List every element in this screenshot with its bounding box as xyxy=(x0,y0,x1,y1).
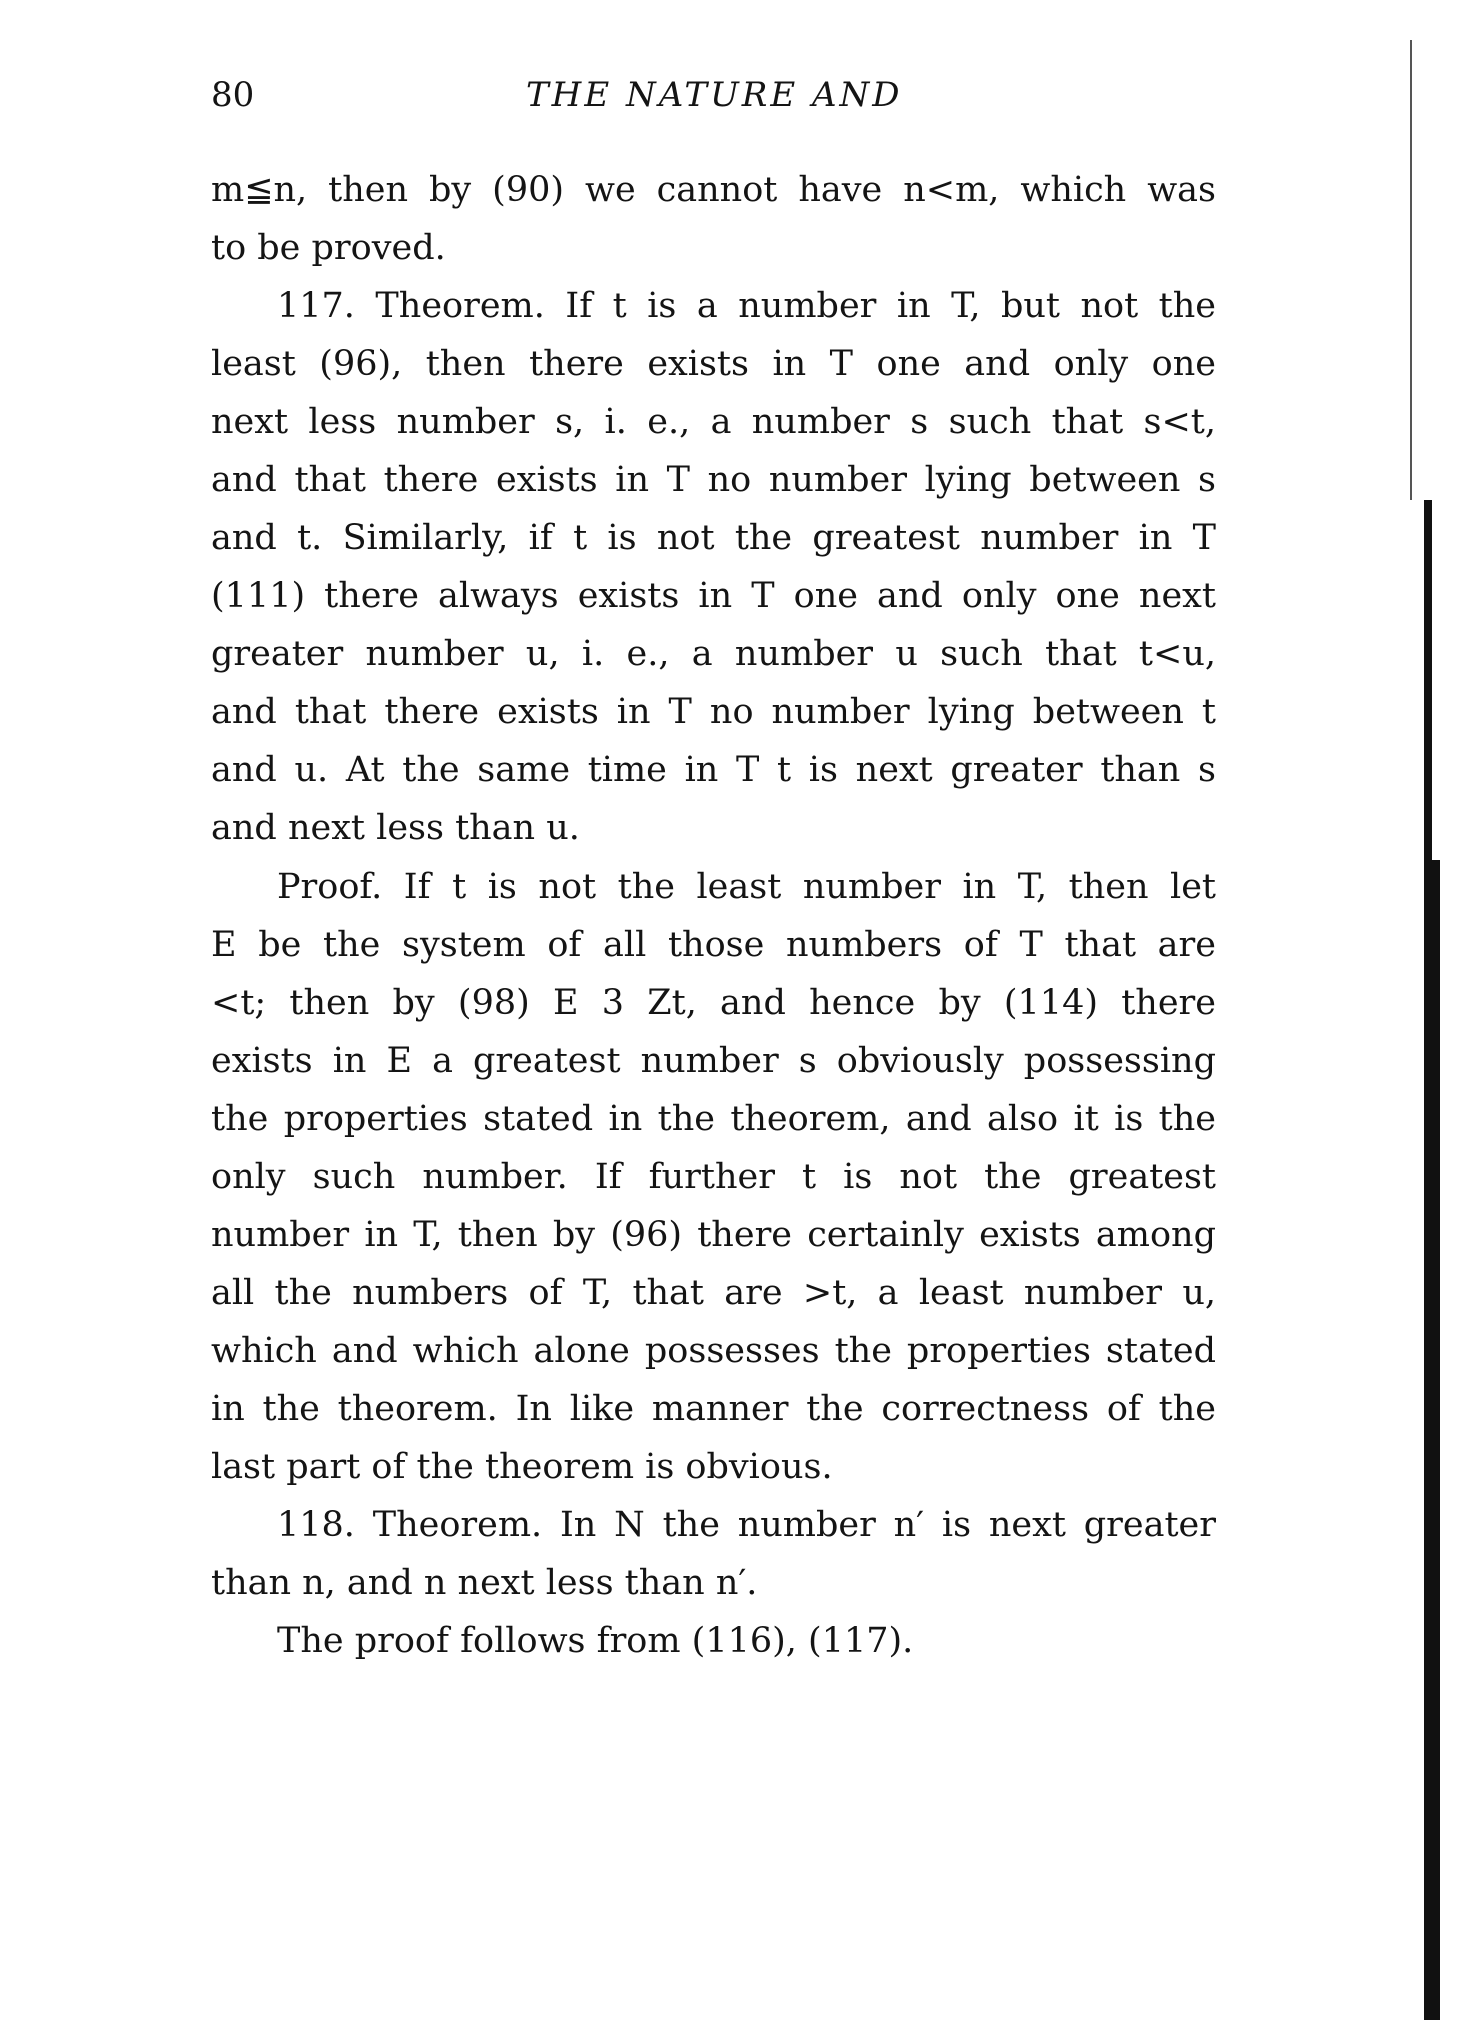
text-line: number in T, then by (96) there certainly exists among xyxy=(211,1215,1216,1255)
text-line: last part of the theorem is obvious. xyxy=(211,1447,833,1487)
text-line: and next less than u. xyxy=(211,808,580,848)
text-line: the properties stated in the theorem, and also it is the xyxy=(211,1099,1216,1139)
text-line: exists in E a greatest number s obviously possessing xyxy=(211,1041,1216,1081)
text-line: least (96), then there exists in T one and only one xyxy=(211,344,1216,384)
binding-edge-thin xyxy=(1410,40,1412,500)
text-line: E be the system of all those numbers of T that are xyxy=(211,925,1216,965)
running-head: THE NATURE AND xyxy=(526,75,903,115)
text-line: greater number u, i. e., a number u such that t<u, xyxy=(211,634,1216,674)
text-line: to be proved. xyxy=(211,228,446,268)
binding-edge-heavy xyxy=(1430,860,1440,2020)
page-number: 80 xyxy=(211,75,255,115)
text-line: and that there exists in T no number lying between t xyxy=(211,692,1216,732)
text-line: 117. Theorem. If t is a number in T, but not the xyxy=(277,286,1216,326)
text-line: and u. At the same time in T t is next greater than s xyxy=(211,750,1216,790)
text-line: which and which alone possesses the properties stated xyxy=(211,1331,1216,1371)
text-line: The proof follows from (116), (117). xyxy=(277,1621,914,1661)
text-line: all the numbers of T, that are >t, a least number u, xyxy=(211,1273,1216,1313)
text-line: m≦n, then by (90) we cannot have n<m, which was xyxy=(211,170,1216,210)
text-line: Proof. If t is not the least number in T, then let xyxy=(277,867,1216,907)
text-line: than n, and n next less than n′. xyxy=(211,1563,758,1603)
text-line: 118. Theorem. In N the number n′ is next greater xyxy=(277,1505,1216,1545)
text-line: (111) there always exists in T one and only one next xyxy=(211,576,1216,616)
text-line: <t; then by (98) E 3 Zt, and hence by (114) there xyxy=(211,983,1216,1023)
text-line: only such number. If further t is not the greatest xyxy=(211,1157,1216,1197)
text-line: next less number s, i. e., a number s such that s<t, xyxy=(211,402,1216,442)
text-line: in the theorem. In like manner the correctness of the xyxy=(211,1389,1216,1429)
text-line: and t. Similarly, if t is not the greatest number in T xyxy=(211,518,1216,558)
text-line: and that there exists in T no number lying between s xyxy=(211,460,1216,500)
